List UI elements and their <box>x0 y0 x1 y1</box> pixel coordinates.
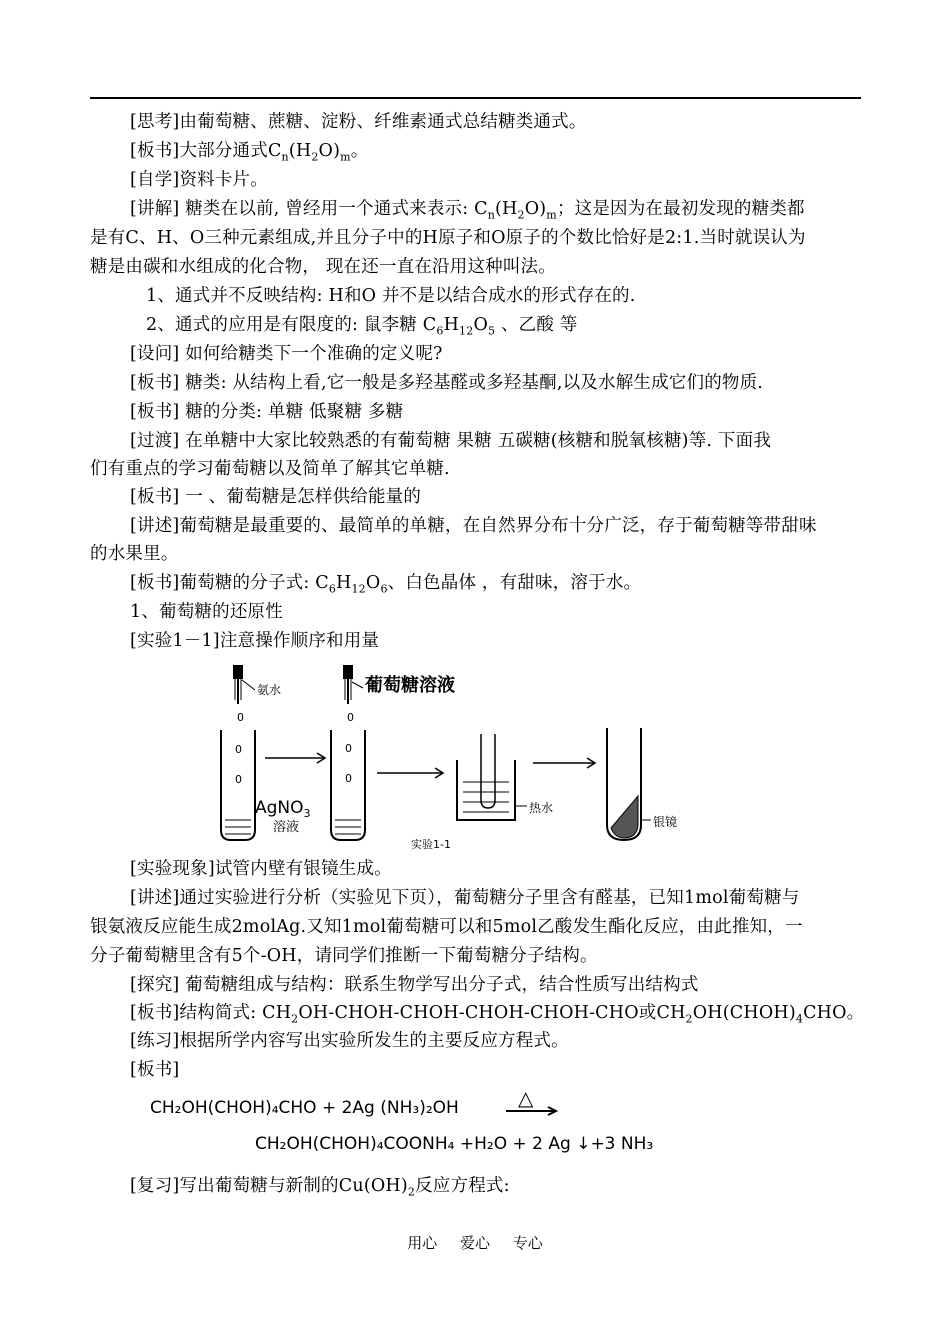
svg-text:0: 0 <box>347 711 354 724</box>
text-line: [设问] 如何给糖类下一个准确的定义呢? <box>130 344 443 364</box>
label-hotwater: 热水 <box>529 801 554 815</box>
text-line: [讲述]通过实验进行分析（实验见下页），葡萄糖分子里含有醛基，已知1mol葡萄糖与 <box>130 888 800 908</box>
equation-line-1: CH₂OH(CHOH)₄CHO + 2Ag (NH₃)₂OH <box>150 1098 459 1118</box>
text-line: [复习]写出葡萄糖与新制的$Cu(OH)_2$反应方程式: <box>130 1176 510 1199</box>
svg-text:0: 0 <box>345 772 352 785</box>
reaction-arrow <box>504 1104 560 1118</box>
text-line: 糖是由碳和水组成的化合物， 现在还一直在沿用这种叫法。 <box>90 257 556 277</box>
text-line: [自学]资料卡片。 <box>130 170 268 190</box>
text-line: [板书]大部分通式$C_n(H_2O)_m$。 <box>130 141 369 164</box>
text-line: [板书] 一 、葡萄糖是怎样供给能量的 <box>130 487 422 507</box>
text-line: 2、通式的应用是有限度的: 鼠李糖 $C_6H_{12}O_5$ 、乙酸 等 <box>146 315 578 338</box>
text-line: [板书]结构简式: $CH_2OH-CHOH-CHOH-CHOH-CHOH$-CHO或$CH_2OH(CHOH)_4CHO$。 <box>130 1003 865 1026</box>
label-agno3: AgNO$_3$ <box>255 798 311 820</box>
experiment-figure <box>215 660 705 855</box>
text-line: [探究] 葡萄糖组成与结构：联系生物学写出分子式，结合性质写出结构式 <box>130 975 699 995</box>
heat-symbol: △ <box>518 1086 534 1110</box>
text-line: [实验现象]试管内壁有银镜生成。 <box>130 859 392 879</box>
label-glucose: 葡萄糖溶液 <box>365 675 455 696</box>
svg-text:0: 0 <box>345 742 352 755</box>
figure-caption: 实验1-1 <box>411 838 451 851</box>
text-line: 的水果里。 <box>90 544 179 564</box>
text-line: 1、通式并不反映结构: H和O 并不是以结合成水的形式存在的. <box>146 286 636 306</box>
text-line: [讲述]葡萄糖是最重要的、最简单的单糖，在自然界分布十分广泛，存于葡萄糖等带甜味 <box>130 516 817 536</box>
text-line: 银氨液反应能生成2molAg.又知1mol葡萄糖可以和5mol乙酸发生酯化反应，由此推知，一 <box>90 917 803 937</box>
svg-text:0: 0 <box>235 743 242 756</box>
equation-line-2: CH₂OH(CHOH)₄COONH₄ +H₂O + 2 Ag ↓+3 NH₃ <box>255 1134 654 1154</box>
text-line: 们有重点的学习葡萄糖以及简单了解其它单糖. <box>90 459 450 479</box>
text-line: 1、葡萄糖的还原性 <box>130 602 283 622</box>
text-line: [练习]根据所学内容写出实验所发生的主要反应方程式。 <box>130 1031 569 1051</box>
text-line: [思考]由葡萄糖、蔗糖、淀粉、纤维素通式总结糖类通式。 <box>130 112 587 132</box>
text-line: [实验1－1]注意操作顺序和用量 <box>130 631 380 651</box>
text-line: [板书] 糖的分类: 单糖 低聚糖 多糖 <box>130 402 404 422</box>
label-solution: 溶液 <box>273 820 300 835</box>
label-mirror: 银镜 <box>653 815 678 829</box>
text-line: [板书]葡萄糖的分子式: $C_6H_{12}O_6$、白色晶体 ，有甜味，溶于水。 <box>130 573 642 596</box>
svg-text:0: 0 <box>235 773 242 786</box>
text-line: 分子葡萄糖里含有5个-OH，请同学们推断一下葡萄糖分子结构。 <box>90 946 598 966</box>
text-line: [板书] 糖类: 从结构上看,它一般是多羟基醛或多羟基酮,以及水解生成它们的物质. <box>130 373 764 393</box>
svg-text:0: 0 <box>237 711 244 724</box>
header-rule <box>90 97 861 99</box>
text-line: [过渡] 在单糖中大家比较熟悉的有葡萄糖 果糖 五碳糖(核糖和脱氧核糖)等. 下面我 <box>130 431 772 451</box>
page-footer: 用心 爱心 专心 <box>407 1234 543 1252</box>
text-line: 是有C、H、O三种元素组成,并且分子中的H原子和O原子的个数比恰好是2:1.当时就误认为 <box>90 228 806 248</box>
text-line: [讲解] 糖类在以前, 曾经用一个通式来表示: $C_n(H_2O)_m$；这是因为在最初发现的糖类都 <box>130 199 805 222</box>
label-ammonia: 氨水 <box>257 683 282 697</box>
text-line: [板书] <box>130 1060 180 1080</box>
